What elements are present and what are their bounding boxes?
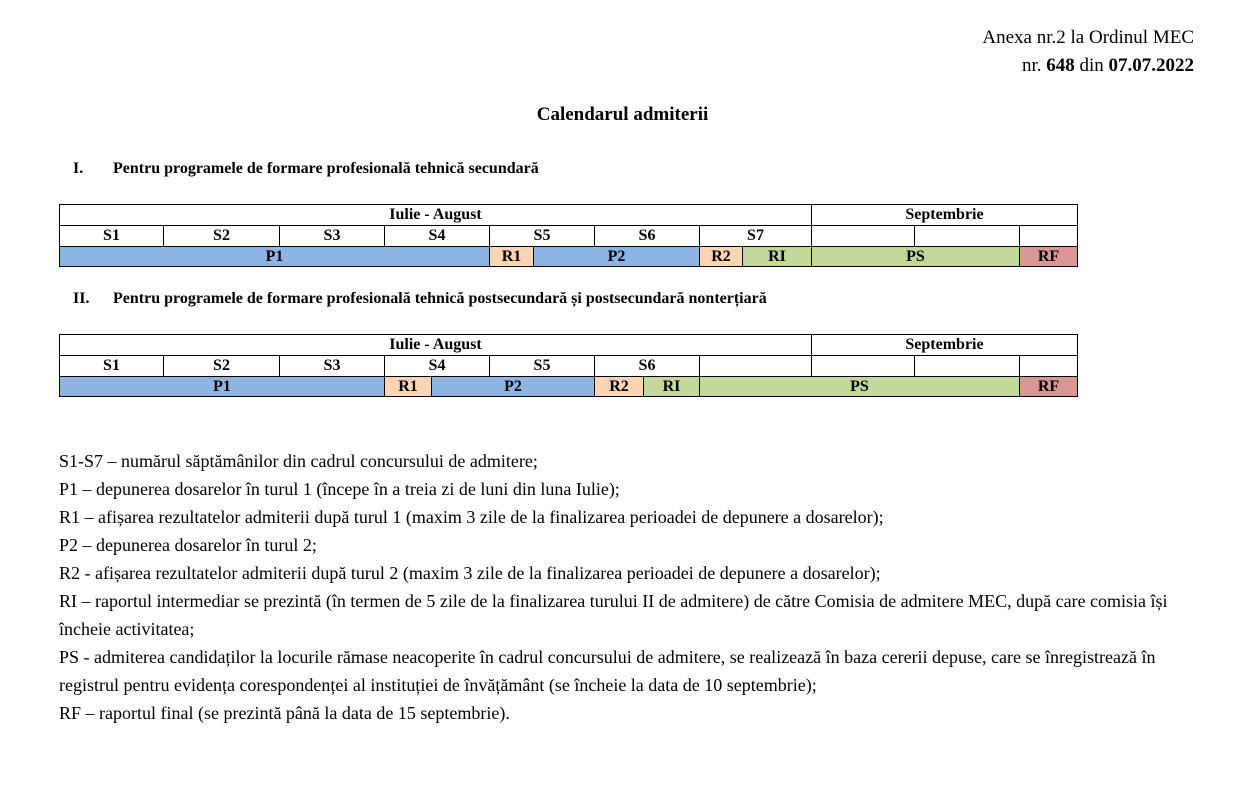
legend-item-ri: RI – raportul intermediar se prezintă (în termen de 5 zile de la finalizarea turului II de admitere) de către Comisia de admitere MEC, după care comisia își încheie activitatea; xyxy=(59,591,1168,639)
legend-item-p1: P1 – depunerea dosarelor în turul 1 (începe în a treia zi de luni din luna Iulie); xyxy=(59,479,620,499)
period-r2: R2 xyxy=(594,376,644,397)
week-cell: S1 xyxy=(59,355,164,377)
section-1-title: Pentru programele de formare profesională tehnică secundară xyxy=(113,160,539,177)
week-cell: S1 xyxy=(59,225,164,247)
week-cell: S2 xyxy=(163,355,280,377)
legend-item-ps: PS - admiterea candidaților la locurile rămase neacoperite în cadrul concursului de admitere, se realizează în baza cererii depuse, care se înregistrează în registrul pentru evidența corespondenței al instituției de învățământ (se încheie la data de 10 septembrie); xyxy=(59,647,1156,695)
section-2-number: II. xyxy=(73,290,90,307)
period-ri: RI xyxy=(742,246,812,267)
week-cell: S3 xyxy=(279,225,385,247)
annex-reference xyxy=(982,24,1194,80)
section-2-title: Pentru programele de formare profesională tehnică postsecundară și postsecundară nonterțiară xyxy=(113,290,767,307)
period-rf: RF xyxy=(1019,376,1078,397)
period-ps: PS xyxy=(811,246,1020,267)
legend-item-s: S1-S7 – numărul săptămânilor din cadrul concursului de admitere; xyxy=(59,451,538,471)
period-p1: P1 xyxy=(59,246,490,267)
section-1-heading xyxy=(73,160,539,178)
period-rf: RF xyxy=(1019,246,1078,267)
annex-din: din xyxy=(1074,55,1109,76)
legend-item-r2: R2 - afișarea rezultatelor admiterii după turul 2 (maxim 3 zile de la finalizarea perioadei de depunere a dosarelor); xyxy=(59,563,881,583)
week-cell: S3 xyxy=(279,355,385,377)
section-1-number: I. xyxy=(73,160,84,177)
month-header-september: Septembrie xyxy=(811,334,1078,356)
week-cell: S6 xyxy=(594,225,700,247)
order-date: 07.07.2022 xyxy=(1108,55,1194,76)
week-cell: S6 xyxy=(594,355,700,377)
page-title: Calendarul admiterii xyxy=(536,104,709,125)
period-ri: RI xyxy=(643,376,700,397)
period-r2: R2 xyxy=(699,246,743,267)
calendar-table-2 xyxy=(59,334,1078,397)
section-2-heading xyxy=(73,290,767,308)
week-cell: S4 xyxy=(384,225,490,247)
legend xyxy=(59,447,1199,727)
month-header-september: Septembrie xyxy=(811,204,1078,226)
month-header-july-august: Iulie - August xyxy=(59,204,812,226)
week-cell: S7 xyxy=(699,225,812,247)
period-p2: P2 xyxy=(431,376,595,397)
annex-line-1: Anexa nr.2 la Ordinul MEC xyxy=(982,27,1194,48)
order-number: 648 xyxy=(1046,55,1075,76)
legend-item-r1: R1 – afișarea rezultatelor admiterii după turul 1 (maxim 3 zile de la finalizarea perioadei de depunere a dosarelor); xyxy=(59,507,884,527)
week-cell: S5 xyxy=(489,355,595,377)
annex-line-2 xyxy=(982,52,1194,80)
week-cell: S5 xyxy=(489,225,595,247)
week-cell xyxy=(1019,225,1078,247)
week-cell xyxy=(914,225,1020,247)
period-p2: P2 xyxy=(533,246,700,267)
annex-nr-prefix: nr. xyxy=(1021,55,1047,76)
week-cell xyxy=(811,355,915,377)
period-r1: R1 xyxy=(489,246,534,267)
period-ps: PS xyxy=(699,376,1020,397)
week-cell xyxy=(699,355,812,377)
week-cell xyxy=(914,355,1020,377)
week-cell xyxy=(1019,355,1078,377)
period-r1: R1 xyxy=(384,376,432,397)
calendar-table-1 xyxy=(59,204,1078,267)
week-cell: S4 xyxy=(384,355,490,377)
week-cell: S2 xyxy=(163,225,280,247)
week-cell xyxy=(811,225,915,247)
period-p1: P1 xyxy=(59,376,385,397)
legend-item-p2: P2 – depunerea dosarelor în turul 2; xyxy=(59,535,317,555)
month-header-july-august: Iulie - August xyxy=(59,334,812,356)
legend-item-rf: RF – raportul final (se prezintă până la data de 15 septembrie). xyxy=(59,703,510,723)
